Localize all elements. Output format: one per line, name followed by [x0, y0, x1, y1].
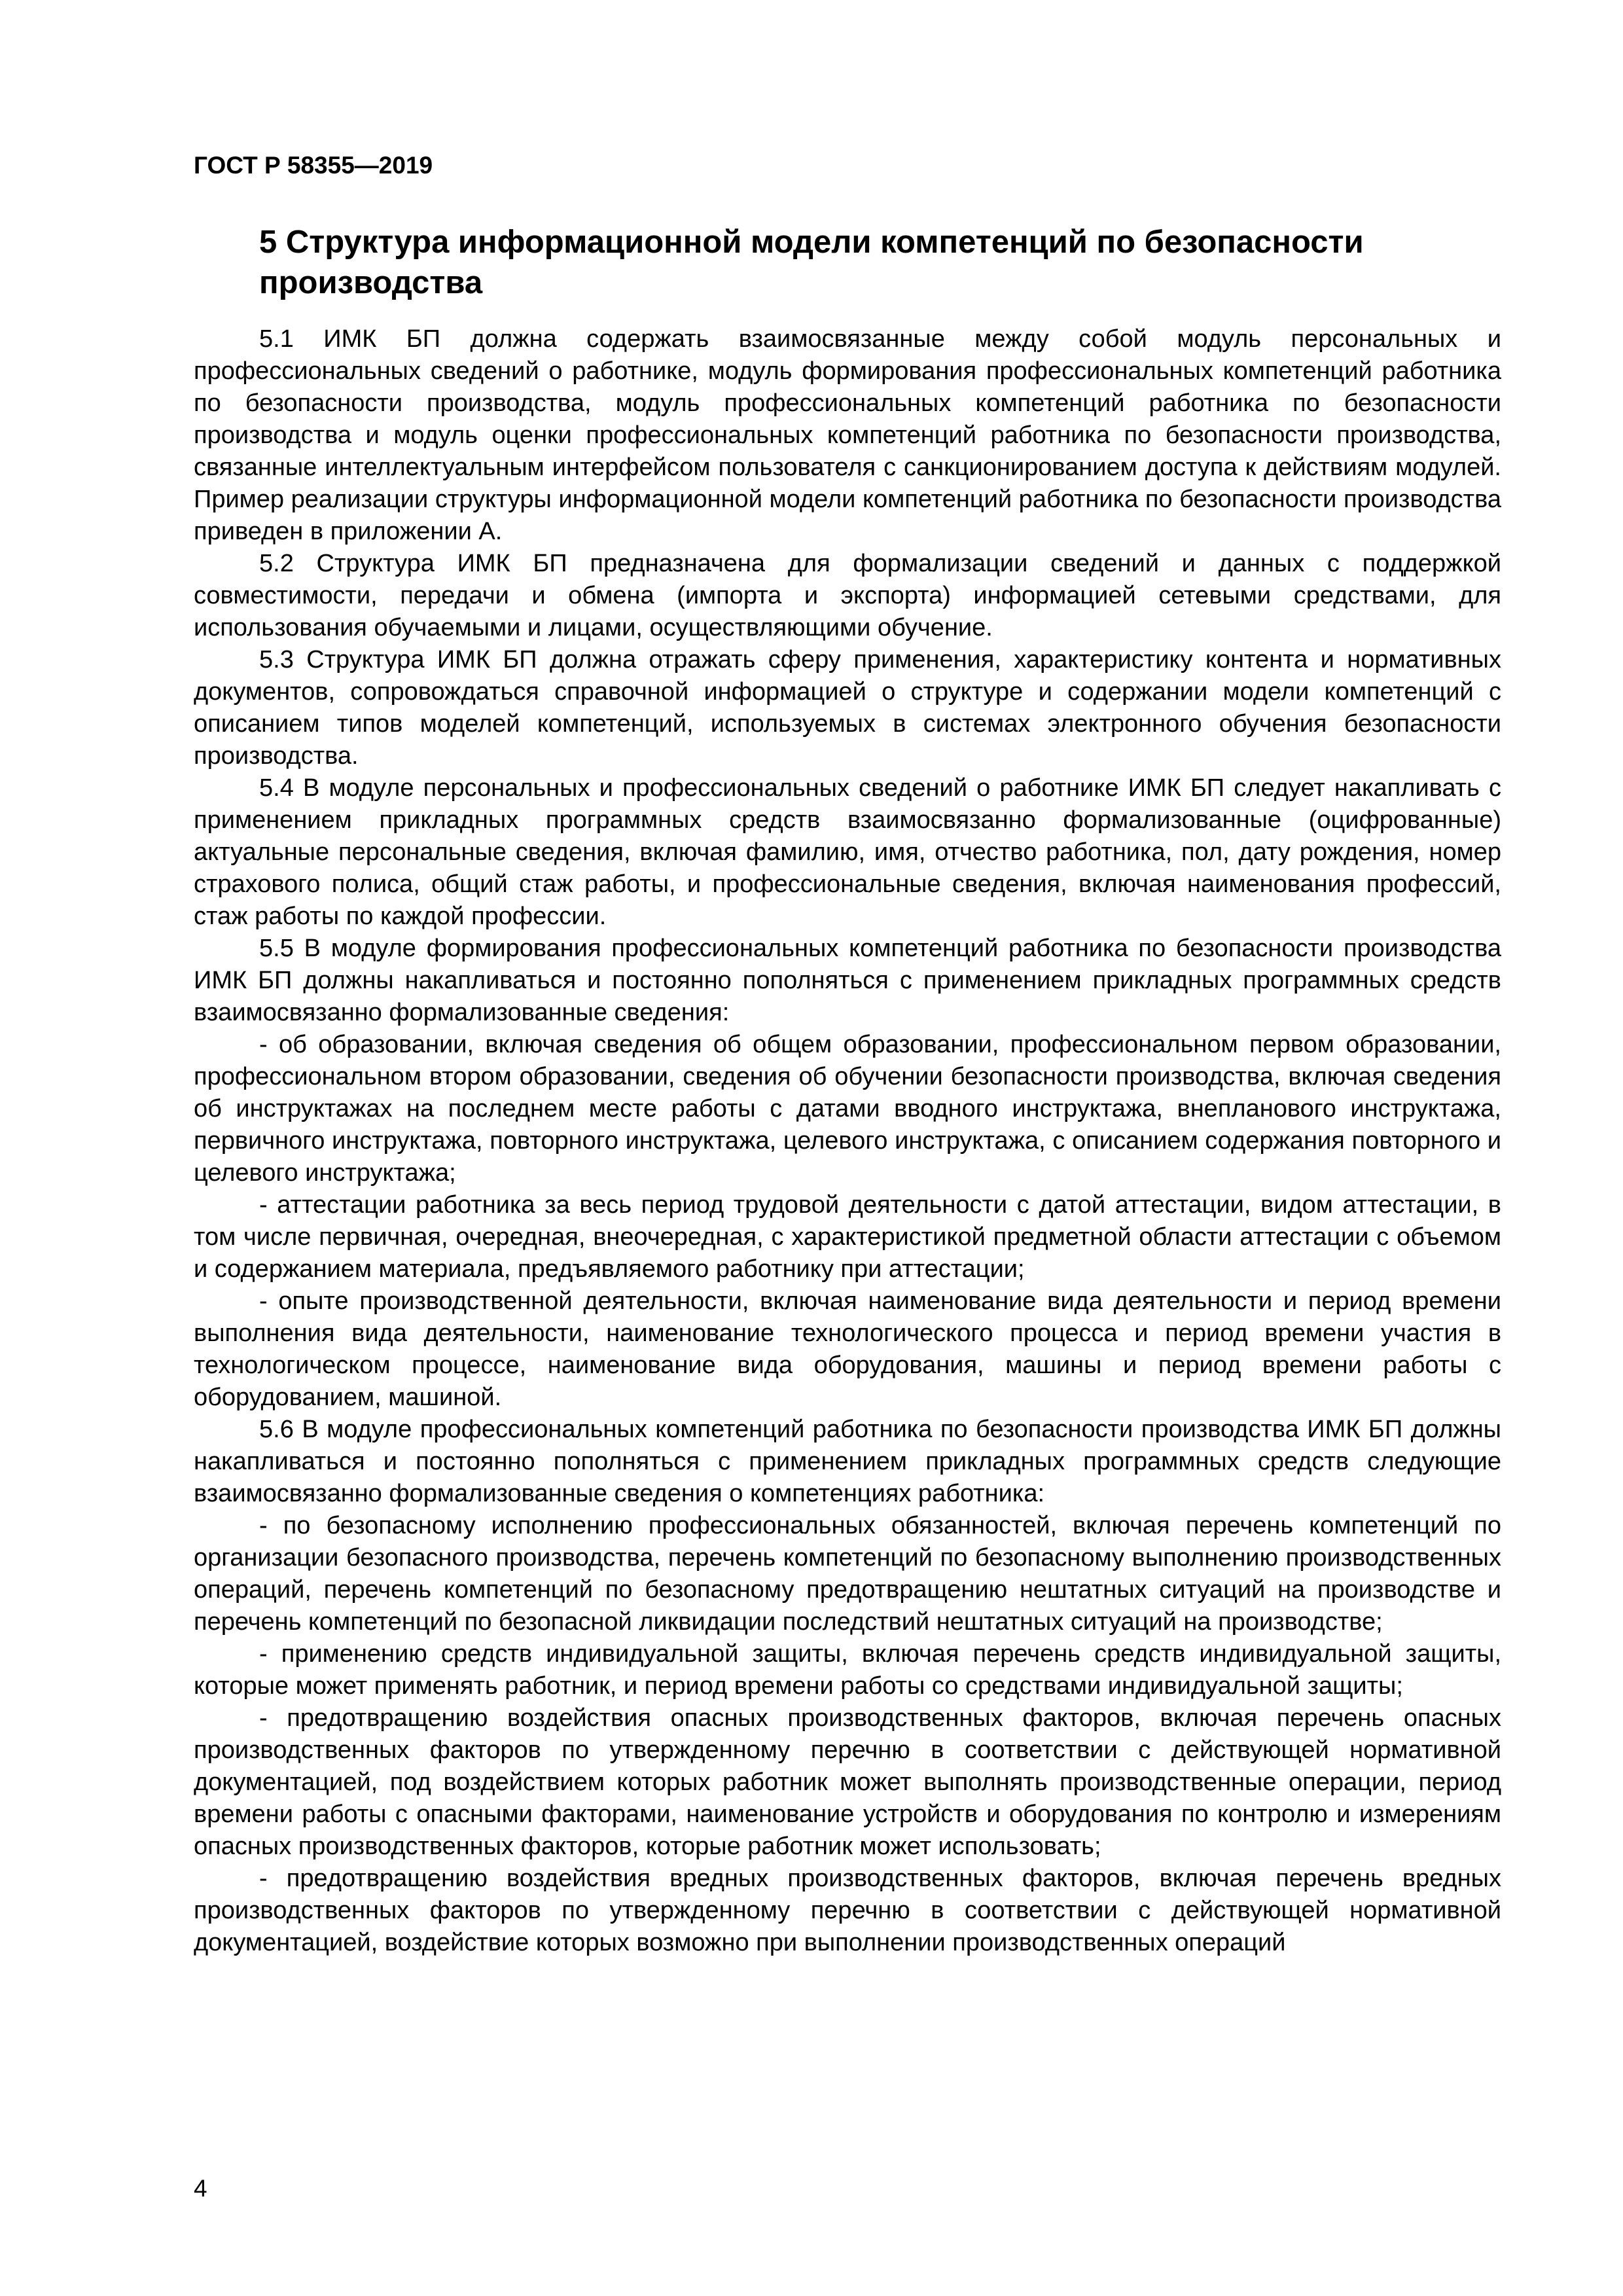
list-item-protective-equipment: - применению средств индивидуальной защиты, включая перечень средств индивидуальной защиты, которые может применять работник, и период времени работы со средствами индивидуальной защиты;	[194, 1640, 1501, 1700]
paragraph-5-1: 5.1 ИМК БП должна содержать взаимосвязанные между собой модуль персональных и профессиональных сведений о работнике, модуль формирования профессиональных компетенций работника по безопасности производства, модуль профессиональных компетенций работника по безопасности производства и модуль оценки профессиональных компетенций работника по безопасности производства, связанные интеллектуальным интерфейсом пользователя с санкционированием доступа к действиям модулей. Пример реализации структуры информационной модели компетенций работника по безопасности производства приведен в приложении А.	[194, 325, 1501, 545]
list-item-experience: - опыте производственной деятельности, включая наименование вида деятельности и период времени выполнения вида деятельности, наименование технологического процесса и период времени участия в технологическом процессе, наименование вида оборудования, машины и период времени работы с оборудованием, машиной.	[194, 1287, 1501, 1411]
paragraph-5-4: 5.4 В модуле персональных и профессиональных сведений о работнике ИМК БП следует накапливать с применением прикладных программных средств взаимосвязанно формализованные (оцифрованные) актуальные персональные сведения, включая фамилию, имя, отчество работника, пол, дату рождения, номер страхового полиса, общий стаж работы, и профессиональные сведения, включая наименования профессий, стаж работы по каждой профессии.	[194, 774, 1501, 930]
page-number: 4	[194, 2175, 207, 2202]
section-body	[194, 323, 1501, 1959]
paragraph-5-6: 5.6 В модуле профессиональных компетенций работника по безопасности производства ИМК БП должны накапливаться и постоянно пополняться с применением прикладных программных средств следующие взаимосвязанно формализованные сведения о компетенциях работника:	[194, 1416, 1501, 1507]
section-title: 5 Структура информационной модели компетенций по безопасности производства	[259, 224, 1364, 300]
list-item-education: - об образовании, включая сведения об общем образовании, профессиональном первом образовании, профессиональном втором образовании, сведения об обучении безопасности производства, включая сведения об инструктажах на последнем месте работы с датами вводного инструктажа, внепланового инструктажа, первичного инструктажа, повторного инструктажа, целевого инструктажа, с описанием содержания повторного и целевого инструктажа;	[194, 1031, 1501, 1187]
paragraph-5-3: 5.3 Структура ИМК БП должна отражать сферу применения, характеристику контента и нормативных документов, сопровождаться справочной информацией о структуре и содержании модели компетенций с описанием типов моделей компетенций, используемых в системах электронного обучения безопасности производства.	[194, 646, 1501, 770]
document-number: ГОСТ Р 58355—2019	[194, 152, 433, 179]
list-item-attestation: - аттестации работника за весь период трудовой деятельности с датой аттестации, видом аттестации, в том числе первичная, очередная, внеочередная, с характеристикой предметной области аттестации с объемом и содержанием материала, предъявляемого работнику при аттестации;	[194, 1191, 1501, 1283]
list-item-safe-duties: - по безопасному исполнению профессиональных обязанностей, включая перечень компетенций по организации безопасного производства, перечень компетенций по безопасному выполнению производственных операций, перечень компетенций по безопасному предотвращению нештатных ситуаций на производстве и перечень компетенций по безопасной ликвидации последствий нештатных ситуаций на производстве;	[194, 1512, 1501, 1636]
list-item-dangerous-factors: - предотвращению воздействия опасных производственных факторов, включая перечень опасных производственных факторов по утвержденному перечню в соответствии с действующей нормативной документацией, под воздействием которых работник может выполнять производственные операции, период времени работы с опасными факторами, наименование устройств и оборудования по контролю и измерениям опасных производственных факторов, которые работник может использовать;	[194, 1704, 1501, 1860]
paragraph-5-5: 5.5 В модуле формирования профессиональных компетенций работника по безопасности производства ИМК БП должны накапливаться и постоянно пополняться с применением прикладных программных средств взаимосвязанно формализованные сведения:	[194, 935, 1501, 1026]
list-item-harmful-factors: - предотвращению воздействия вредных производственных факторов, включая перечень вредных производственных факторов по утвержденному перечню в соответствии с действующей нормативной документацией, воздействие которых возможно при выполнении производственных операций	[194, 1865, 1501, 1956]
paragraph-5-2: 5.2 Структура ИМК БП предназначена для формализации сведений и данных с поддержкой совместимости, передачи и обмена (импорта и экспорта) информацией сетевыми средствами, для использования обучаемыми и лицами, осуществляющими обучение.	[194, 550, 1501, 641]
